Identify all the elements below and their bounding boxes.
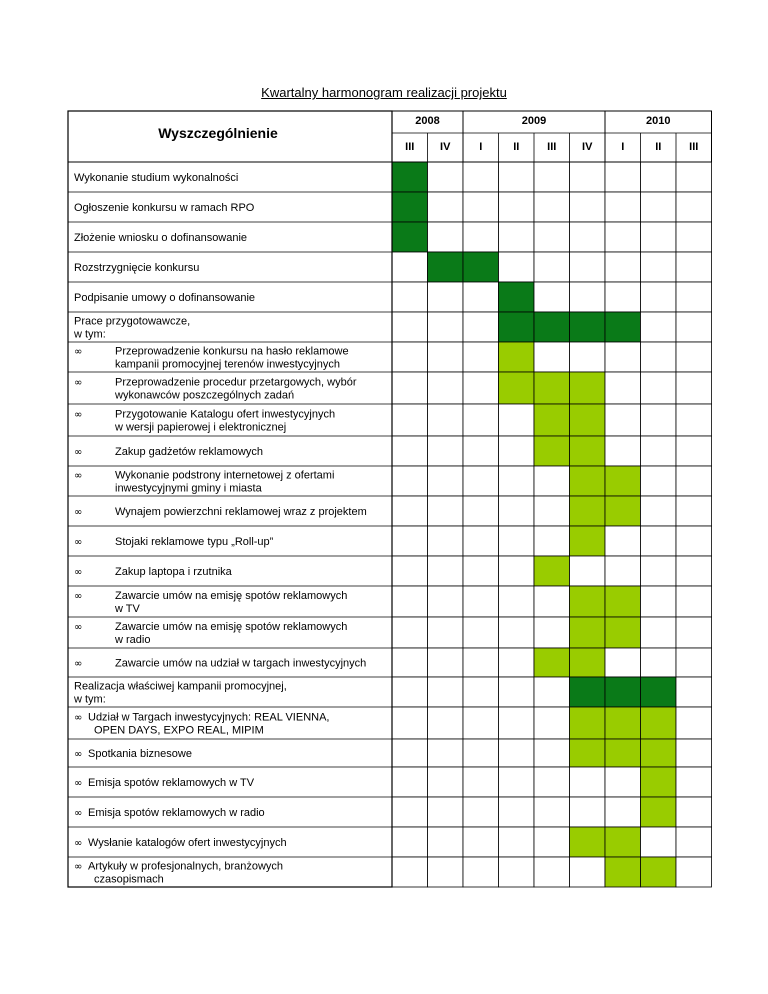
schedule-cell	[605, 648, 641, 677]
schedule-cell	[570, 648, 606, 677]
schedule-cell	[570, 372, 606, 404]
schedule-cell	[605, 436, 641, 466]
schedule-cell	[605, 677, 641, 707]
schedule-cell	[499, 556, 535, 586]
schedule-cell	[534, 526, 570, 556]
task-label: w tym:	[74, 328, 106, 341]
schedule-cell	[428, 404, 464, 436]
schedule-cell	[463, 282, 499, 312]
schedule-cell	[641, 857, 677, 887]
schedule-cell	[570, 436, 606, 466]
schedule-cell	[499, 372, 535, 404]
schedule-cell	[641, 466, 677, 496]
schedule-cell	[570, 677, 606, 707]
schedule-cell	[428, 707, 464, 739]
schedule-cell	[534, 556, 570, 586]
quarter-label: III	[405, 141, 415, 153]
schedule-cell	[641, 436, 677, 466]
schedule-cell	[570, 466, 606, 496]
schedule-cell	[676, 252, 712, 282]
schedule-cell	[534, 677, 570, 707]
schedule-cell	[605, 192, 641, 222]
schedule-cell	[463, 827, 499, 857]
schedule-cell	[605, 707, 641, 739]
schedule-cell	[392, 707, 428, 739]
schedule-cell	[676, 404, 712, 436]
task-label: Zakup gadżetów reklamowych	[115, 446, 263, 458]
bullet-icon: ∞	[74, 567, 83, 578]
schedule-cell	[570, 767, 606, 797]
schedule-cell	[676, 739, 712, 767]
schedule-cell	[534, 857, 570, 887]
schedule-cell	[428, 739, 464, 767]
quarter-label: III	[689, 141, 699, 153]
schedule-cell	[605, 466, 641, 496]
schedule-cell	[676, 222, 712, 252]
schedule-cell	[534, 162, 570, 192]
schedule-cell	[392, 526, 428, 556]
schedule-cell	[499, 648, 535, 677]
schedule-cell	[499, 496, 535, 526]
schedule-cell	[534, 372, 570, 404]
schedule-cell	[570, 252, 606, 282]
schedule-cell	[534, 466, 570, 496]
task-label: czasopismach	[94, 873, 164, 886]
schedule-cell	[534, 312, 570, 342]
schedule-cell	[428, 466, 464, 496]
schedule-cell	[676, 466, 712, 496]
schedule-cell	[428, 677, 464, 707]
bullet-icon: ∞	[74, 591, 83, 602]
schedule-cell	[463, 648, 499, 677]
description-column-frame	[68, 111, 392, 887]
schedule-cell	[676, 526, 712, 556]
schedule-cell	[392, 496, 428, 526]
document-title: Kwartalny harmonogram realizacji projektu	[261, 85, 507, 100]
quarter-label: IV	[582, 141, 593, 153]
schedule-cell	[676, 436, 712, 466]
task-label: w TV	[115, 603, 140, 615]
schedule-cell	[428, 767, 464, 797]
schedule-cell	[428, 496, 464, 526]
schedule-cell	[499, 436, 535, 466]
bullet-icon: ∞	[74, 447, 83, 458]
schedule-cell	[641, 252, 677, 282]
schedule-cell	[605, 617, 641, 648]
schedule-cell	[463, 617, 499, 648]
schedule-cell	[676, 372, 712, 404]
task-label: Zawarcie umów na emisję spotów reklamowych	[115, 590, 348, 602]
schedule-cell	[392, 282, 428, 312]
task-label: Przygotowanie Katalogu ofert inwestycyjnych	[115, 408, 336, 421]
schedule-cell	[392, 312, 428, 342]
schedule-cell	[570, 282, 606, 312]
schedule-cell	[641, 556, 677, 586]
schedule-cell	[463, 496, 499, 526]
schedule-cell	[499, 404, 535, 436]
schedule-cell	[463, 857, 499, 887]
schedule-cell	[641, 526, 677, 556]
schedule-cell	[570, 162, 606, 192]
schedule-cell	[499, 222, 535, 252]
schedule-cell	[428, 526, 464, 556]
schedule-cell	[428, 436, 464, 466]
schedule-cell	[641, 586, 677, 617]
schedule-cell	[605, 372, 641, 404]
schedule-cell	[676, 312, 712, 342]
schedule-cell	[499, 252, 535, 282]
schedule-cell	[570, 526, 606, 556]
schedule-cell	[463, 342, 499, 372]
schedule-cell	[499, 192, 535, 222]
schedule-cell	[499, 466, 535, 496]
schedule-cell	[641, 162, 677, 192]
schedule-cell	[605, 162, 641, 192]
schedule-cell	[392, 827, 428, 857]
quarter-label: I	[621, 141, 625, 153]
schedule-cell	[605, 767, 641, 797]
quarter-label: IV	[440, 141, 451, 153]
task-label: OPEN DAYS, EXPO REAL, MIPIM	[94, 724, 264, 737]
schedule-cell	[676, 282, 712, 312]
schedule-cell	[641, 192, 677, 222]
task-label: Emisja spotów reklamowych w radio	[88, 807, 265, 819]
schedule-cell	[570, 857, 606, 887]
bullet-icon: ∞	[74, 808, 83, 819]
quarter-label: III	[547, 141, 557, 153]
schedule-cell	[392, 192, 428, 222]
schedule-cell	[499, 282, 535, 312]
schedule-cell	[428, 282, 464, 312]
schedule-cell	[534, 496, 570, 526]
year-label: 2010	[646, 115, 671, 127]
schedule-cell	[641, 617, 677, 648]
schedule-cell	[676, 648, 712, 677]
schedule-cell	[428, 556, 464, 586]
schedule-cell	[392, 252, 428, 282]
schedule-cell	[392, 677, 428, 707]
schedule-cell	[534, 342, 570, 372]
schedule-cell	[392, 586, 428, 617]
schedule-cell	[463, 797, 499, 827]
task-label: Prace przygotowawcze,	[74, 315, 191, 328]
schedule-cell	[605, 827, 641, 857]
schedule-cell	[570, 222, 606, 252]
schedule-cell	[499, 857, 535, 887]
bullet-icon: ∞	[74, 346, 83, 358]
schedule-cell	[570, 827, 606, 857]
schedule-cell	[641, 282, 677, 312]
task-label: Udział w Targach inwestycyjnych: REAL VIENNA,	[88, 711, 330, 724]
schedule-cell	[392, 342, 428, 372]
schedule-cell	[499, 739, 535, 767]
bullet-icon: ∞	[74, 409, 83, 421]
schedule-cell	[676, 827, 712, 857]
schedule-cell	[641, 767, 677, 797]
schedule-cell	[605, 496, 641, 526]
schedule-cell	[676, 556, 712, 586]
task-label: Wykonanie studium wykonalności	[74, 172, 239, 184]
schedule-cell	[570, 312, 606, 342]
schedule-cell	[499, 342, 535, 372]
schedule-cell	[534, 192, 570, 222]
header-label: Wyszczególnienie	[158, 125, 278, 141]
schedule-cell	[641, 312, 677, 342]
schedule-cell	[392, 857, 428, 887]
schedule-cell	[428, 648, 464, 677]
schedule-cell	[392, 648, 428, 677]
task-label: w tym:	[74, 693, 106, 706]
schedule-cell	[570, 496, 606, 526]
schedule-cell	[534, 586, 570, 617]
bullet-icon: ∞	[74, 622, 83, 633]
schedule-cell	[605, 797, 641, 827]
schedule-cell	[392, 222, 428, 252]
task-label: inwestycyjnymi gminy i miasta	[115, 482, 262, 495]
schedule-cell	[676, 496, 712, 526]
schedule-cell	[428, 797, 464, 827]
schedule-cell	[463, 526, 499, 556]
schedule-cell	[605, 857, 641, 887]
schedule-cell	[676, 586, 712, 617]
schedule-cell	[534, 767, 570, 797]
schedule-cell	[428, 342, 464, 372]
schedule-cell	[428, 252, 464, 282]
schedule-cell	[676, 342, 712, 372]
bullet-icon: ∞	[74, 778, 83, 789]
schedule-cell	[676, 162, 712, 192]
task-label: Emisja spotów reklamowych w TV	[88, 777, 255, 789]
schedule-cell	[605, 586, 641, 617]
schedule-cell	[641, 372, 677, 404]
schedule-cell	[499, 617, 535, 648]
task-label: Ogłoszenie konkursu w ramach RPO	[74, 202, 255, 214]
schedule-cell	[463, 372, 499, 404]
schedule-cell	[463, 252, 499, 282]
schedule-cell	[534, 707, 570, 739]
schedule-cell	[605, 252, 641, 282]
schedule-cell	[392, 739, 428, 767]
schedule-cell	[428, 312, 464, 342]
schedule-cell	[641, 648, 677, 677]
schedule-cell	[499, 677, 535, 707]
bullet-icon: ∞	[74, 377, 83, 389]
schedule-cell	[570, 342, 606, 372]
schedule-cell	[428, 372, 464, 404]
schedule-cell	[428, 617, 464, 648]
schedule-cell	[676, 797, 712, 827]
schedule-cell	[463, 586, 499, 617]
schedule-cell	[392, 162, 428, 192]
schedule-cell	[641, 707, 677, 739]
schedule-cell	[676, 707, 712, 739]
schedule-cell	[605, 312, 641, 342]
schedule-cell	[641, 797, 677, 827]
schedule-cell	[641, 404, 677, 436]
bullet-icon: ∞	[74, 749, 83, 760]
task-label: Zawarcie umów na udział w targach inwestycyjnych	[115, 657, 367, 670]
quarter-label: II	[655, 141, 662, 153]
schedule-cell	[641, 739, 677, 767]
schedule-cell	[570, 707, 606, 739]
schedule-cell	[676, 677, 712, 707]
schedule-cell	[463, 162, 499, 192]
task-label: Przeprowadzenie procedur przetargowych, wybór	[115, 376, 357, 389]
schedule-cell	[570, 739, 606, 767]
task-label: Przeprowadzenie konkursu na hasło reklamowe	[115, 345, 349, 358]
bullet-icon: ∞	[74, 507, 83, 518]
schedule-cell	[676, 767, 712, 797]
schedule-cell	[392, 436, 428, 466]
task-label: Podpisanie umowy o dofinansowanie	[74, 292, 256, 304]
task-label: Artykuły w profesjonalnych, branżowych	[88, 860, 284, 873]
schedule-cell	[605, 404, 641, 436]
year-label: 2009	[521, 115, 547, 127]
task-label: w wersji papierowej i elektronicznej	[115, 421, 287, 434]
schedule-cell	[499, 162, 535, 192]
schedule-cell	[641, 222, 677, 252]
quarter-label: II	[513, 141, 520, 153]
schedule-cell	[392, 797, 428, 827]
schedule-cell	[499, 707, 535, 739]
task-label: Wykonanie podstrony internetowej z ofertami	[115, 469, 335, 482]
schedule-cell	[605, 342, 641, 372]
bullet-icon: ∞	[74, 838, 83, 849]
schedule-cell	[605, 282, 641, 312]
schedule-cell	[534, 827, 570, 857]
schedule-cell	[605, 526, 641, 556]
schedule-cell	[570, 192, 606, 222]
schedule-cell	[534, 404, 570, 436]
schedule-cell	[463, 192, 499, 222]
schedule-cell	[463, 767, 499, 797]
schedule-cell	[534, 617, 570, 648]
schedule-cell	[428, 857, 464, 887]
schedule-cell	[676, 192, 712, 222]
schedule-cell	[428, 192, 464, 222]
schedule-cell	[463, 556, 499, 586]
schedule-cell	[392, 372, 428, 404]
task-label: Realizacja właściwej kampanii promocyjnej,	[74, 680, 287, 693]
task-label: kampanii promocyjnej terenów inwestycyjnych	[115, 358, 340, 371]
schedule-cell	[463, 436, 499, 466]
schedule-cell	[570, 797, 606, 827]
task-label: Zawarcie umów na emisję spotów reklamowych	[115, 621, 348, 633]
schedule-cell	[428, 827, 464, 857]
schedule-cell	[534, 436, 570, 466]
schedule-cell	[641, 342, 677, 372]
schedule-cell	[463, 677, 499, 707]
schedule-cell	[499, 526, 535, 556]
schedule-cell	[605, 556, 641, 586]
schedule-cell	[499, 797, 535, 827]
schedule-cell	[463, 222, 499, 252]
schedule-cell	[428, 586, 464, 617]
schedule-cell	[392, 617, 428, 648]
schedule-cell	[605, 739, 641, 767]
schedule-cell	[499, 312, 535, 342]
task-label: Wysłanie katalogów ofert inwestycyjnych	[88, 837, 287, 849]
schedule-cell	[534, 648, 570, 677]
bullet-icon: ∞	[74, 861, 83, 873]
task-label: Wynajem powierzchni reklamowej wraz z projektem	[115, 506, 367, 518]
schedule-cell	[428, 162, 464, 192]
schedule-cell	[570, 404, 606, 436]
task-label: wykonawców poszczególnych zadań	[115, 389, 295, 402]
schedule-cell	[534, 222, 570, 252]
schedule-cell	[641, 827, 677, 857]
schedule-cell	[392, 767, 428, 797]
schedule-cell	[463, 466, 499, 496]
schedule-cell	[676, 857, 712, 887]
schedule-cell	[392, 556, 428, 586]
schedule-cell	[428, 222, 464, 252]
schedule-cell	[463, 312, 499, 342]
schedule-cell	[463, 404, 499, 436]
schedule-cell	[570, 617, 606, 648]
schedule-cell	[534, 282, 570, 312]
schedule-cell	[641, 496, 677, 526]
schedule-cell	[499, 827, 535, 857]
year-label: 2008	[415, 115, 440, 127]
task-label: Zakup laptopa i rzutnika	[115, 566, 232, 578]
schedule-cell	[605, 222, 641, 252]
schedule-cell	[570, 556, 606, 586]
schedule-cell	[570, 586, 606, 617]
schedule-cell	[392, 404, 428, 436]
task-label: Złożenie wniosku o dofinansowanie	[74, 232, 248, 244]
bullet-icon: ∞	[74, 712, 83, 724]
bullet-icon: ∞	[74, 537, 83, 548]
schedule-cell	[499, 586, 535, 617]
task-label: Stojaki reklamowe typu „Roll-up”	[115, 536, 274, 548]
schedule-cell	[534, 252, 570, 282]
bullet-icon: ∞	[74, 658, 83, 670]
schedule-cell	[463, 739, 499, 767]
schedule-cell	[463, 707, 499, 739]
schedule-cell	[392, 466, 428, 496]
task-label: Rozstrzygnięcie konkursu	[74, 262, 200, 274]
task-label: Spotkania biznesowe	[88, 748, 192, 760]
schedule-cell	[641, 677, 677, 707]
bullet-icon: ∞	[74, 470, 83, 482]
quarter-label: I	[479, 141, 483, 153]
schedule-cell	[534, 739, 570, 767]
schedule-cell	[534, 797, 570, 827]
schedule-cell	[499, 767, 535, 797]
schedule-cell	[676, 617, 712, 648]
task-label: w radio	[115, 634, 151, 646]
